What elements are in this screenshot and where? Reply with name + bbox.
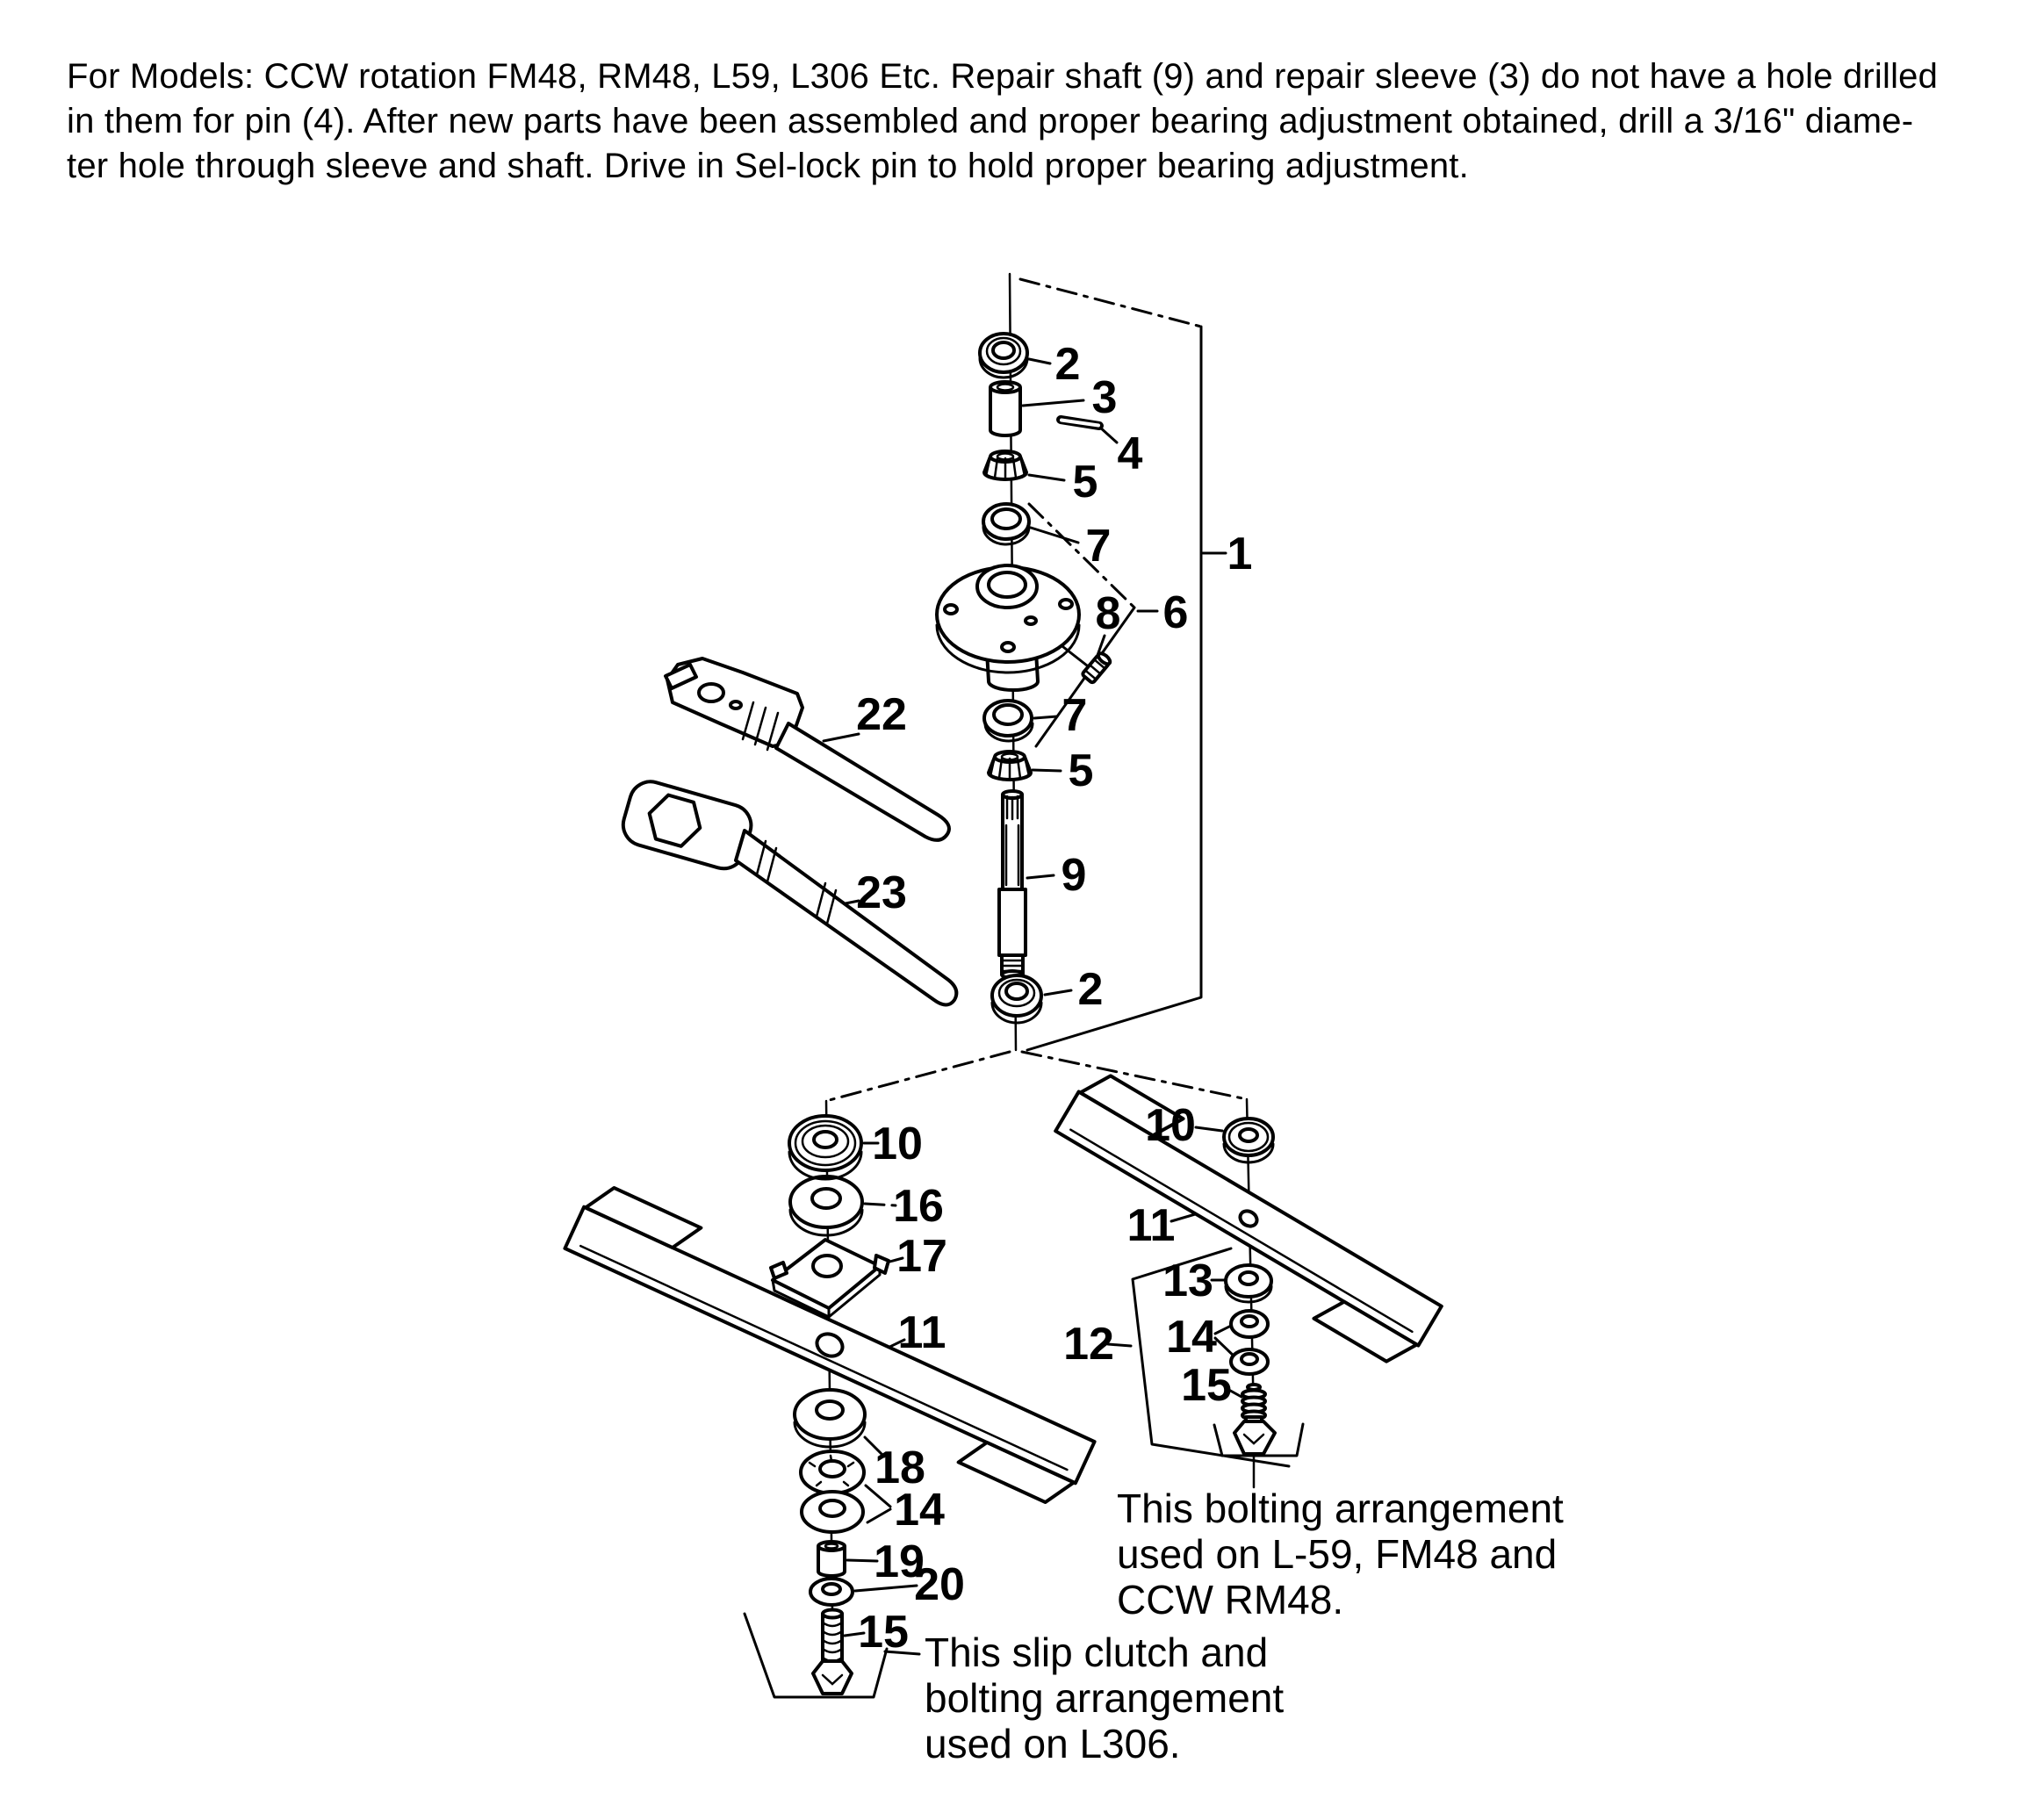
bolt-15-left (813, 1610, 852, 1694)
note-slip-clutch-line-2: bolting arrangement (925, 1675, 1285, 1721)
part-label-1: 1 (1227, 529, 1253, 579)
part-label-15-left: 15 (858, 1607, 909, 1658)
part-label-12: 12 (1063, 1319, 1114, 1370)
grease-screw-8 (1082, 651, 1112, 683)
part-label-17: 17 (896, 1231, 947, 1282)
part-label-6: 6 (1162, 587, 1189, 638)
washer-16 (790, 1176, 862, 1235)
part-label-16: 16 (893, 1181, 944, 1232)
pulley-10-left (789, 1116, 861, 1179)
part-label-20: 20 (914, 1559, 965, 1610)
washer-20 (810, 1579, 853, 1605)
part-label-10-left: 10 (872, 1119, 923, 1169)
part-label-7-bottom: 7 (1062, 690, 1088, 741)
bracket-1 (1020, 279, 1226, 1050)
header-line-3: ter hole through sleeve and shaft. Drive in Sel-lock pin to hold proper bearing adjustment. (67, 147, 1469, 185)
washer-13 (1226, 1265, 1271, 1302)
part-label-18: 18 (874, 1442, 925, 1493)
part-label-23: 23 (856, 867, 907, 918)
note-bolting-line-2: used on L-59, FM48 and (1117, 1531, 1558, 1577)
part-label-5-bottom: 5 (1068, 745, 1094, 796)
washer-18 (795, 1390, 865, 1447)
part-label-2-bottom: 2 (1077, 964, 1104, 1015)
pulley-10-right (1224, 1119, 1273, 1162)
bearing-cone-5-top (984, 451, 1026, 479)
part-label-15-right: 15 (1181, 1360, 1232, 1411)
part-label-19: 19 (874, 1536, 925, 1587)
header-line-1: For Models: CCW rotation FM48, RM48, L59, L306 Etc. Repair shaft (9) and repair sleeve (3) do not have a hole drilled (67, 57, 1939, 96)
bearing-cup-7-bottom (984, 701, 1033, 741)
part-label-2-top: 2 (1054, 339, 1081, 390)
part-label-7-top: 7 (1085, 521, 1112, 572)
washer-14-left-lower (802, 1492, 863, 1532)
note-bolting-right (1117, 1486, 1564, 1622)
sleeve-3 (990, 382, 1020, 435)
washer-14-left-upper (801, 1451, 864, 1493)
note-bolting-line-3: CCW RM48. (1117, 1577, 1344, 1622)
washer-14-right-upper (1231, 1311, 1268, 1337)
note-slip-clutch-left (925, 1630, 1284, 1766)
part-label-9: 9 (1061, 850, 1087, 901)
header-line-2: in them for pin (4). After new parts have been assembled and proper bearing adjustment obtained, drill a 3/16" diame- (67, 102, 1914, 140)
note-slip-clutch-line-3: used on L306. (925, 1721, 1181, 1766)
part-label-11-right: 11 (1126, 1200, 1176, 1251)
note-slip-clutch-line-1: This slip clutch and (925, 1630, 1269, 1675)
part-label-3: 3 (1091, 372, 1118, 423)
bearing-2-bottom (992, 975, 1041, 1023)
part-label-22: 22 (856, 689, 907, 740)
washer-14-right-lower (1231, 1349, 1268, 1374)
bearing-cup-7-top (983, 504, 1029, 544)
bearing-cone-5-bottom (989, 752, 1031, 780)
part-label-10-right: 10 (1145, 1100, 1196, 1151)
part-label-14-right: 14 (1166, 1312, 1217, 1363)
spindle-housing (937, 565, 1079, 690)
part-label-11-left: 11 (897, 1307, 946, 1358)
part-label-13: 13 (1162, 1255, 1213, 1306)
part-label-5-top: 5 (1072, 457, 1098, 507)
part-label-14-left: 14 (894, 1485, 945, 1536)
bearing-2-top (980, 334, 1027, 378)
part-label-8: 8 (1095, 588, 1121, 639)
part-label-4: 4 (1117, 428, 1143, 479)
note-bolting-line-1: This bolting arrangement (1117, 1486, 1564, 1531)
spacer-19 (818, 1542, 845, 1576)
shaft-9 (999, 791, 1026, 978)
